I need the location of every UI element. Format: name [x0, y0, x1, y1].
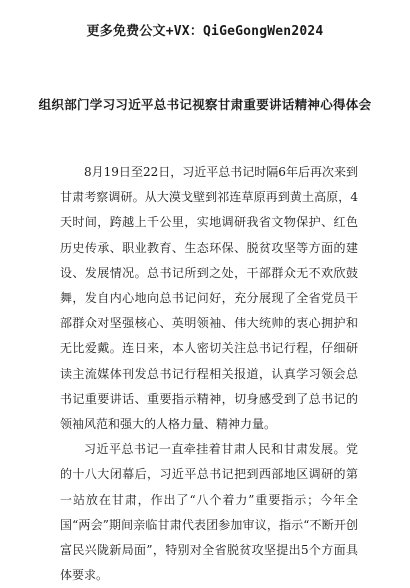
body-paragraph-2: 习近平总书记一直牵挂着甘肃人民和甘肃发展。党的十八大闭幕后，习近平总书记把到西部地区调研的第一站放在甘肃，作出了“八个着力”重要指示；今年全国“两会”期间亲临甘肃代表团参加审议，指示“不断开创富民兴陇新局面”，特别对全省脱贫攻坚提出5个方面具体要求。	[60, 442, 358, 583]
document-title: 组织部门学习习近平总书记视察甘肃重要讲话精神心得体会	[38, 97, 372, 112]
body-paragraph-1: 8月19日至22日，习近平总书记时隔6年后再次来到甘肃考察调研。从大漠戈壁到祁连草原再到黄土高原，4天时间，跨越上千公里，实地调研我省文物保护、红色历史传承、职业教育、生态环保、脱贫攻坚等方面的建设、发展情况。总书记所到之处，干部群众无不欢欣鼓舞，发自内心地向总书记问好，充分展现了全省党员干部群众对坚强核心、英明领袖、伟大统帅的衷心拥护和无比爱戴。连日来，本人密切关注总书记行程，仔细研读主流媒体刊发总书记行程相关报道，认真学习领会总书记重要讲话、重要指示精神，切身感受到了总书记的领袖风范和强大的人格力量、精神力量。	[60, 165, 358, 432]
header-promo-text: 更多免费公文+VX：QiGeGongWen2024	[86, 24, 324, 39]
document-body	[60, 160, 358, 588]
